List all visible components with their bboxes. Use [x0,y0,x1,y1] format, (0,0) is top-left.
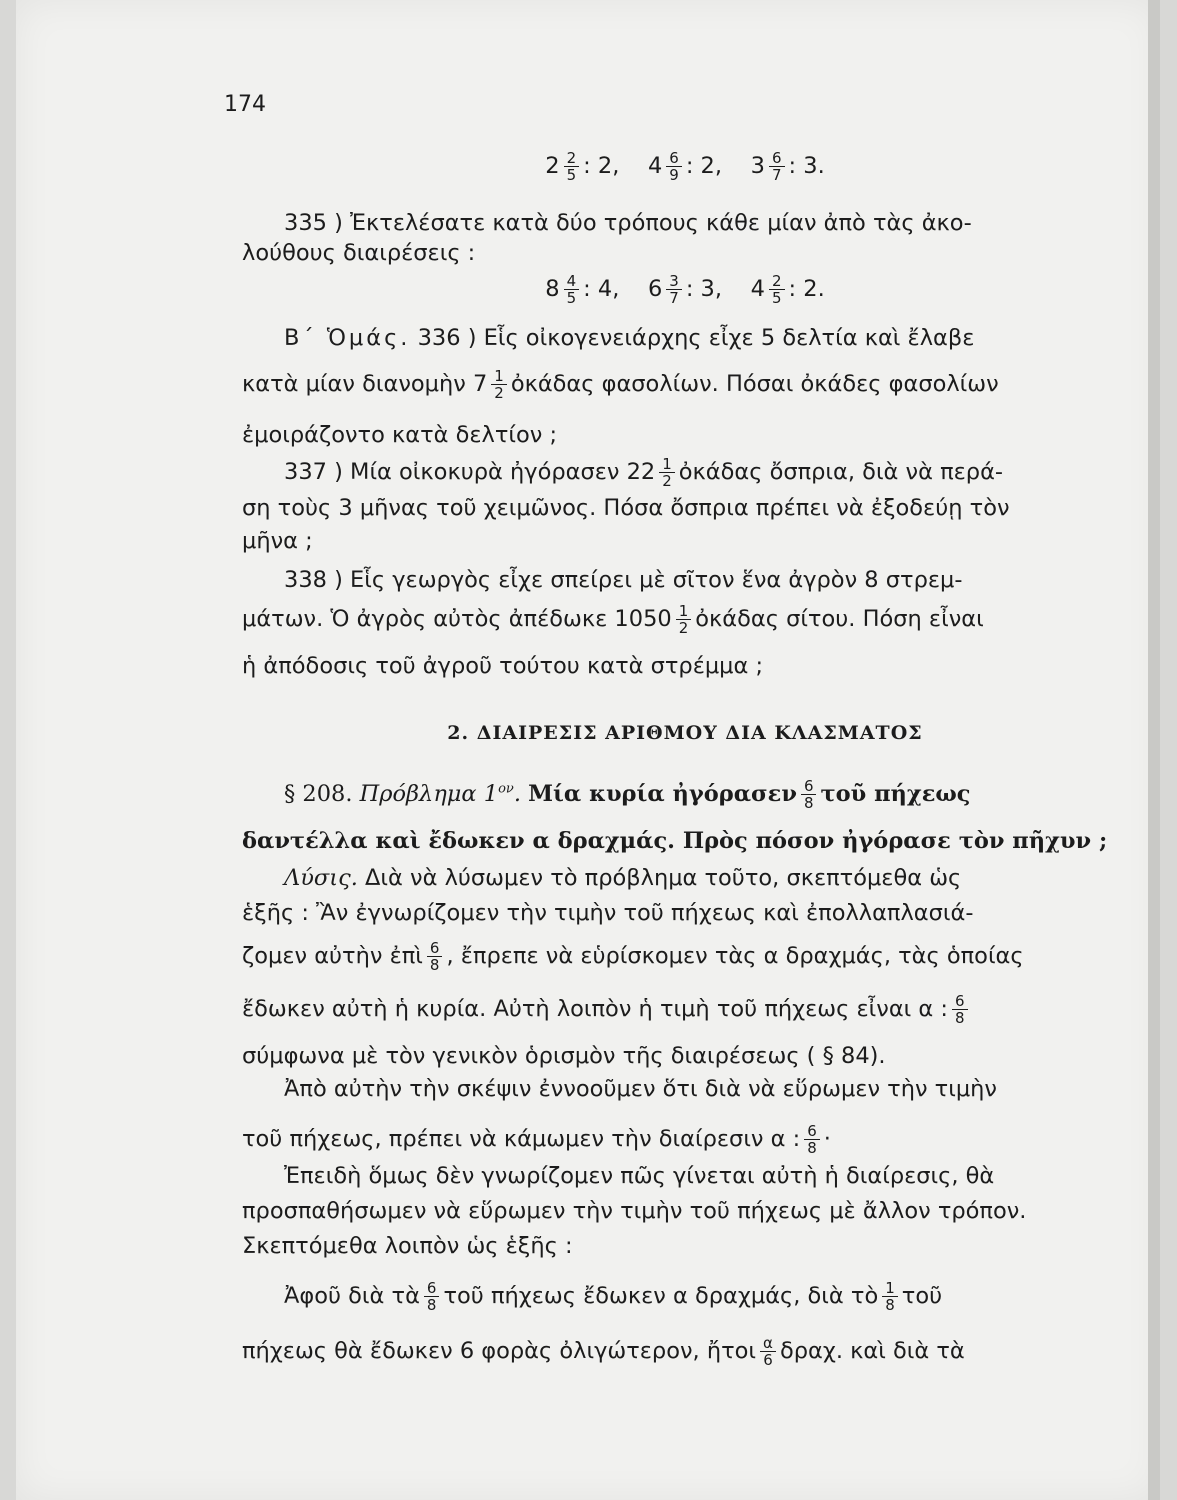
exercise-337-line-1: 337 ) Μία οἰκοκυρὰ ἠγόρασεν 22 $\frac{1}{2}$ ὀκάδας ὄσπρια, διὰ νὰ περά- [284,455,1004,490]
fraction: $\frac{6}{9}$ [666,150,682,183]
mixed-number: 8 $\frac{4}{5}$ : 4, [545,272,620,307]
paragraph-2-line-2: τοῦ πήχεως, πρέπει νὰ κάμωμεν τὴν διαίρεσιν α : $\frac{6}{8}$ · [242,1122,831,1157]
fraction: $\frac{6}{8}$ [804,1123,820,1156]
exercise-338-line-1: 338 ) Εἷς γεωργὸς εἶχε σπείρει μὲ σῖτον ἕνα ἀγρὸν 8 στρεμ- [284,567,963,593]
exercise-336-line-1: Β΄ Ὁμάς. 336 ) Εἷς οἰκογενειάρχης εἶχε 5 δελτία καὶ ἔλαβε [284,325,975,351]
exercise-337-line-2: ση τοὺς 3 μῆνας τοῦ χειμῶνος. Πόσα ὄσπρια πρέπει νὰ ἐξοδεύῃ τὸν [242,495,1010,521]
paragraph-3-line-3: Σκεπτόμεθα λοιπὸν ὡς ἑξῆς : [242,1233,573,1259]
exercise-336-line-3: ἐμοιράζοντο κατὰ δελτίον ; [242,422,558,448]
fraction: $\frac{6}{8}$ [952,993,968,1026]
paragraph-4-line-1: Ἀφοῦ διὰ τὰ $\frac{6}{8}$ τοῦ πήχεως ἔδωκεν α δραχμάς, διὰ τὸ $\frac{1}{8}$ τοῦ [284,1279,943,1314]
exercise-338-line-2: μάτων. Ὁ ἀγρὸς αὐτὸς ἀπέδωκε 1050 $\frac{1}{2}$ ὀκάδας σίτου. Πόση εἶναι [242,602,984,637]
solution-line-4: ἔδωκεν αὐτὴ ἡ κυρία. Αὐτὴ λοιπὸν ἡ τιμὴ τοῦ πήχεως εἶναι α : $\frac{6}{8}$ [242,993,972,1026]
mixed-number: 3 $\frac{6}{7}$ : 3. [750,149,825,184]
fraction: $\frac{2}{5}$ [564,150,580,183]
mixed-number: 2 $\frac{2}{5}$ : 2, [545,149,620,184]
fraction: $\frac{6}{8}$ [427,940,443,973]
exercise-335-line-1: 335 ) Ἐκτελέσατε κατὰ δύο τρόπους κάθε μίαν ἀπὸ τὰς ἀκο- [284,210,972,236]
fraction: $\frac{3}{7}$ [666,273,682,306]
exercise-335-line-2: λούθους διαιρέσεις : [242,240,476,266]
fraction: $\frac{1}{8}$ [882,1280,898,1313]
fraction-row-2 [242,273,1128,306]
fraction: $\frac{1}{2}$ [676,603,692,636]
fraction: $\frac{6}{7}$ [769,150,785,183]
paragraph-4-line-2: πήχεως θὰ ἔδωκεν 6 φορὰς ὀλιγώτερον, ἤτοι $\frac{\alpha}{6}$ δραχ. καὶ διὰ τὰ [242,1334,965,1369]
fraction: $\frac{\alpha}{6}$ [760,1335,776,1368]
mixed-number: 6 $\frac{3}{7}$ : 3, [647,272,723,307]
exercise-337-line-3: μῆνα ; [242,528,313,554]
fraction: $\frac{6}{8}$ [424,1280,440,1313]
fraction-row-1 [242,150,1128,183]
mixed-number: 4 $\frac{2}{5}$ : 2. [750,272,825,307]
group-label: Β΄ Ὁμάς. [284,325,411,351]
solution-line-5: σύμφωνα μὲ τὸν γενικὸν ὁρισμὸν τῆς διαιρέσεως ( § 84). [242,1043,886,1069]
solution-line-2: ἑξῆς : Ἂν ἐγνωρίζομεν τὴν τιμὴν τοῦ πήχεως καὶ ἐπολλαπλασιά- [242,900,974,926]
paragraph-3-line-2: προσπαθήσωμεν νὰ εὕρωμεν τὴν τιμὴν τοῦ πήχεως μὲ ἄλλον τρόπον. [242,1198,1027,1224]
solution-label: Λύσις. [284,865,358,891]
page-edge [1148,0,1160,1500]
book-page [16,0,1160,1500]
fraction: $\frac{2}{5}$ [769,273,785,306]
problem-label: Πρόβλημα $1^{o\nu}$. [359,781,521,807]
fraction: $\frac{1}{2}$ [659,456,675,489]
mixed-number: 4 $\frac{6}{9}$ : 2, [647,149,723,184]
paragraph-208-line-1: § 208. Πρόβλημα $1^{o\nu}$. Μία κυρία ἠγόρασεν $\frac{6}{8}$ τοῦ πήχεως [284,777,971,812]
paragraph-208-line-2: δαντέλλα καὶ ἔδωκεν α δραχμάς. Πρὸς πόσον ἠγόρασε τὸν πῆχυν ; [242,828,1108,854]
fraction: $\frac{4}{5}$ [564,273,580,306]
paragraph-3-line-1: Ἐπειδὴ ὅμως δὲν γνωρίζομεν πῶς γίνεται αὐτὴ ἡ διαίρεσις, θὰ [284,1163,995,1189]
solution-line-3: ζομεν αὐτὴν ἐπὶ $\frac{6}{8}$ , ἔπρεπε νὰ εὑρίσκομεν τὰς α δραχμάς, τὰς ὁποίας [242,939,1024,974]
fraction: $\frac{6}{8}$ [801,778,817,811]
section-heading: 2. ΔΙΑΙΡΕΣΙΣ ΑΡΙΘΜΟΥ ΔΙΑ ΚΛΑΣΜΑΤΟΣ [447,722,923,744]
exercise-338-line-3: ἡ ἀπόδοσις τοῦ ἀγροῦ τούτου κατὰ στρέμμα ; [242,653,764,679]
exercise-336-line-2: κατὰ μίαν διανομὴν 7 $\frac{1}{2}$ ὀκάδας φασολίων. Πόσαι ὀκάδες φασολίων [242,367,999,402]
fraction: $\frac{1}{2}$ [491,368,507,401]
paragraph-2-line-1: Ἀπὸ αὐτὴν τὴν σκέψιν ἐννοοῦμεν ὅτι διὰ νὰ εὕρωμεν τὴν τιμὴν [284,1076,997,1102]
solution-line-1: Λύσις. Διὰ νὰ λύσωμεν τὸ πρόβλημα τοῦτο, σκεπτόμεθα ὡς [284,865,962,891]
page-number: 174 [224,92,266,117]
